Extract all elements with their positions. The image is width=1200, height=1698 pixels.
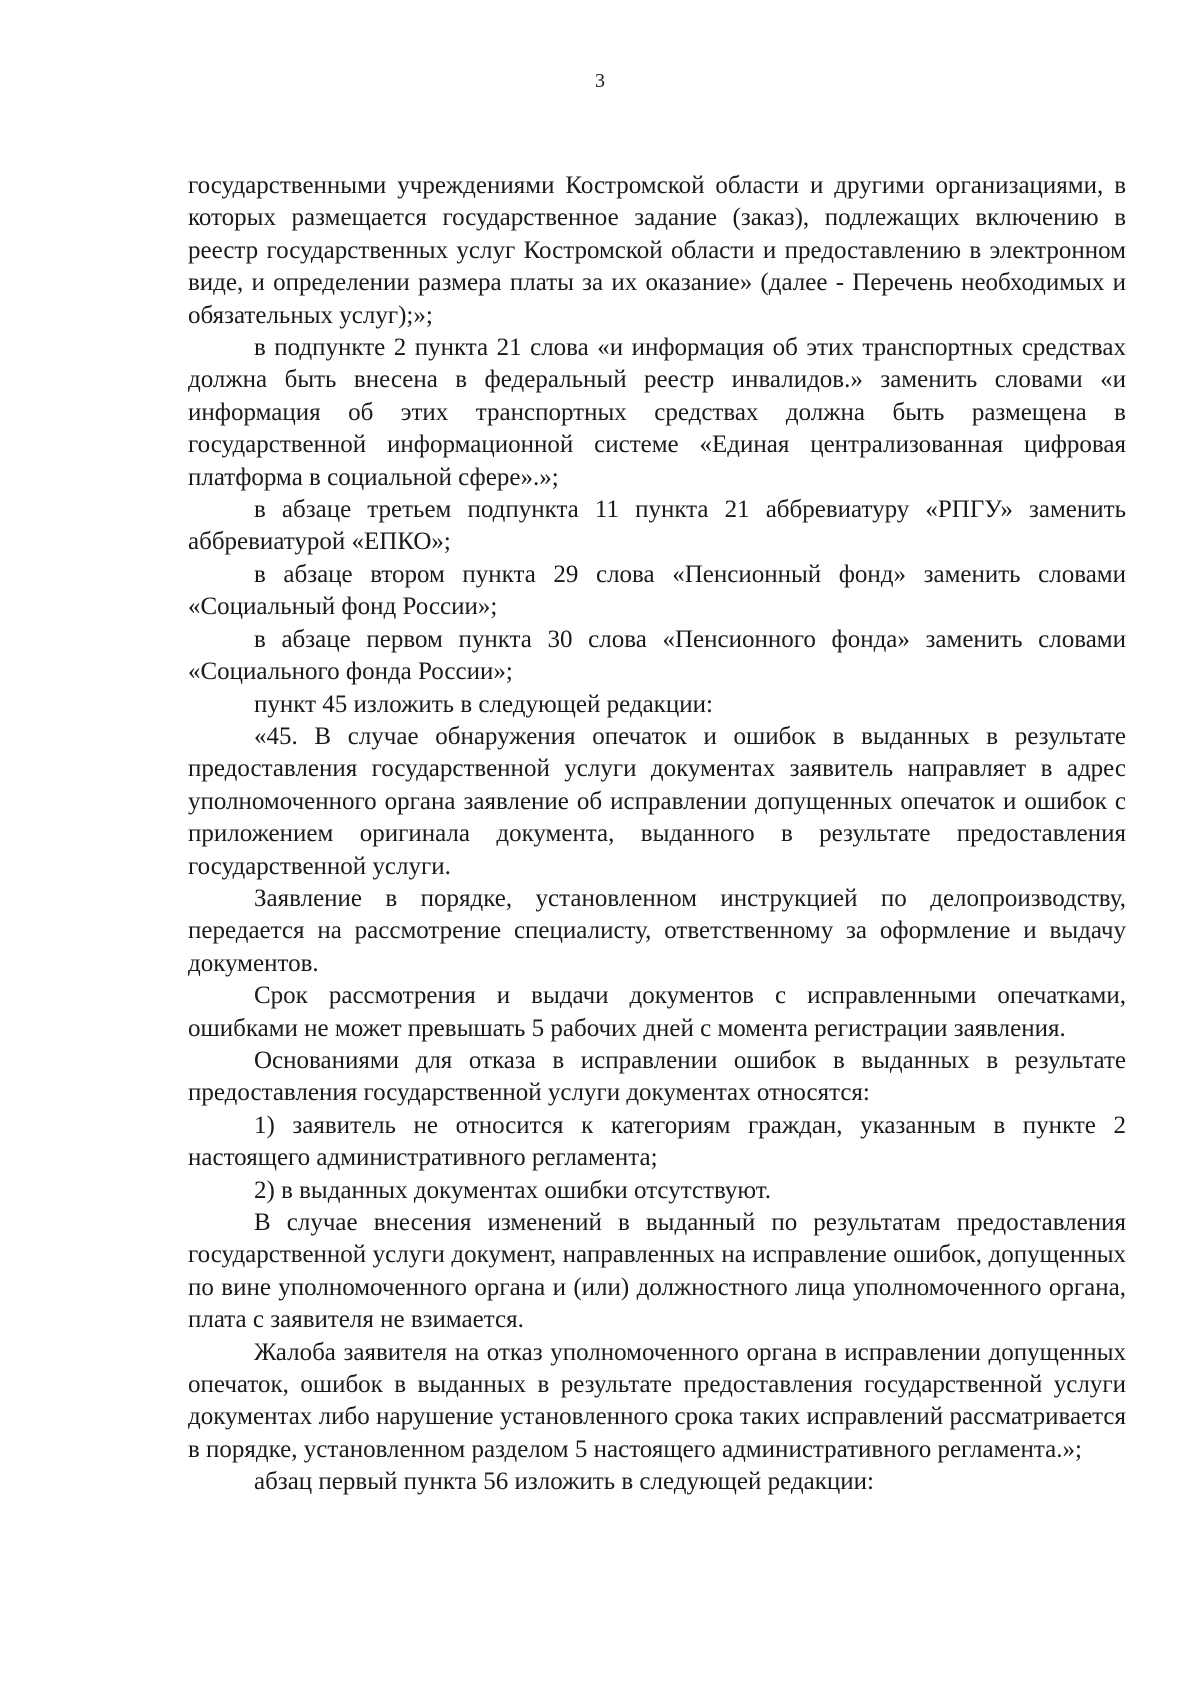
document-body xyxy=(188,170,1126,1499)
paragraph-item: 1) заявитель не относится к категориям граждан, указанным в пункте 2 настоящего административного регламента; xyxy=(188,1111,1126,1172)
page-number: 3 xyxy=(595,70,605,92)
paragraph-item: В случае внесения изменений в выданный по результатам предоставления государственной услуги документ, направленных на исправление ошибок, допущенных по вине уполномоченного органа и (или) должностного лица уполномоченного органа, плата с заявителя не взимается. xyxy=(188,1209,1126,1334)
paragraph-item: Жалоба заявителя на отказ уполномоченного органа в исправлении допущенных опечаток, ошибок в выданных в результате предоставления государственной услуги документах либо нарушение установленного срока таких исправлений рассматривается в порядке, установленном разделом 5 настоящего административного регламента.»; xyxy=(188,1338,1126,1463)
paragraph-item: Заявление в порядке, установленном инструкцией по делопроизводству, передается на рассмотрение специалисту, ответственному за оформление и выдачу документов. xyxy=(188,884,1126,977)
paragraph-item: Основаниями для отказа в исправлении ошибок в выданных в результате предоставления государственной услуги документах относятся: xyxy=(188,1046,1126,1107)
paragraph-item: в абзаце втором пункта 29 слова «Пенсионный фонд» заменить словами «Социальный фонд России»; xyxy=(188,560,1126,621)
paragraph-item: абзац первый пункта 56 изложить в следующей редакции: xyxy=(254,1468,874,1496)
paragraph-item: 2) в выданных документах ошибки отсутствуют. xyxy=(254,1176,772,1204)
paragraph-item: Срок рассмотрения и выдачи документов с исправленными опечатками, ошибками не может превышать 5 рабочих дней с момента регистрации заявления. xyxy=(188,982,1126,1042)
paragraph-continuation: государственными учреждениями Костромской области и другими организациями, в которых размещается государственное задание (заказ), подлежащих включению в реестр государственных услуг Костромской области и предоставлению в электронном виде, и определении размера платы за их оказание» (далее - Перечень необходимых и обязательных услуг);»; xyxy=(188,172,1126,329)
paragraph-item: в абзаце первом пункта 30 слова «Пенсионного фонда» заменить словами «Социального фонда России»; xyxy=(188,625,1126,686)
paragraph-item: в абзаце третьем подпункта 11 пункта 21 аббревиатуру «РПГУ» заменить аббревиатурой «ЕПКО»; xyxy=(188,496,1126,556)
paragraph-item: в подпункте 2 пункта 21 слова «и информация об этих транспортных средствах должна быть внесена в федеральный реестр инвалидов.» заменить словами «и информация об этих транспортных средствах должна быть размещена в государственной информационной системе «Единая централизованная цифровая платформа в социальной сфере».»; xyxy=(188,334,1126,491)
paragraph-item: «45. В случае обнаружения опечаток и ошибок в выданных в результате предоставления государственной услуги документах заявитель направляет в адрес уполномоченного органа заявление об исправлении допущенных опечаток и ошибок с приложением оригинала документа, выданного в результате предоставления государственной услуги. xyxy=(188,722,1126,880)
paragraph-item: пункт 45 изложить в следующей редакции: xyxy=(254,690,713,718)
